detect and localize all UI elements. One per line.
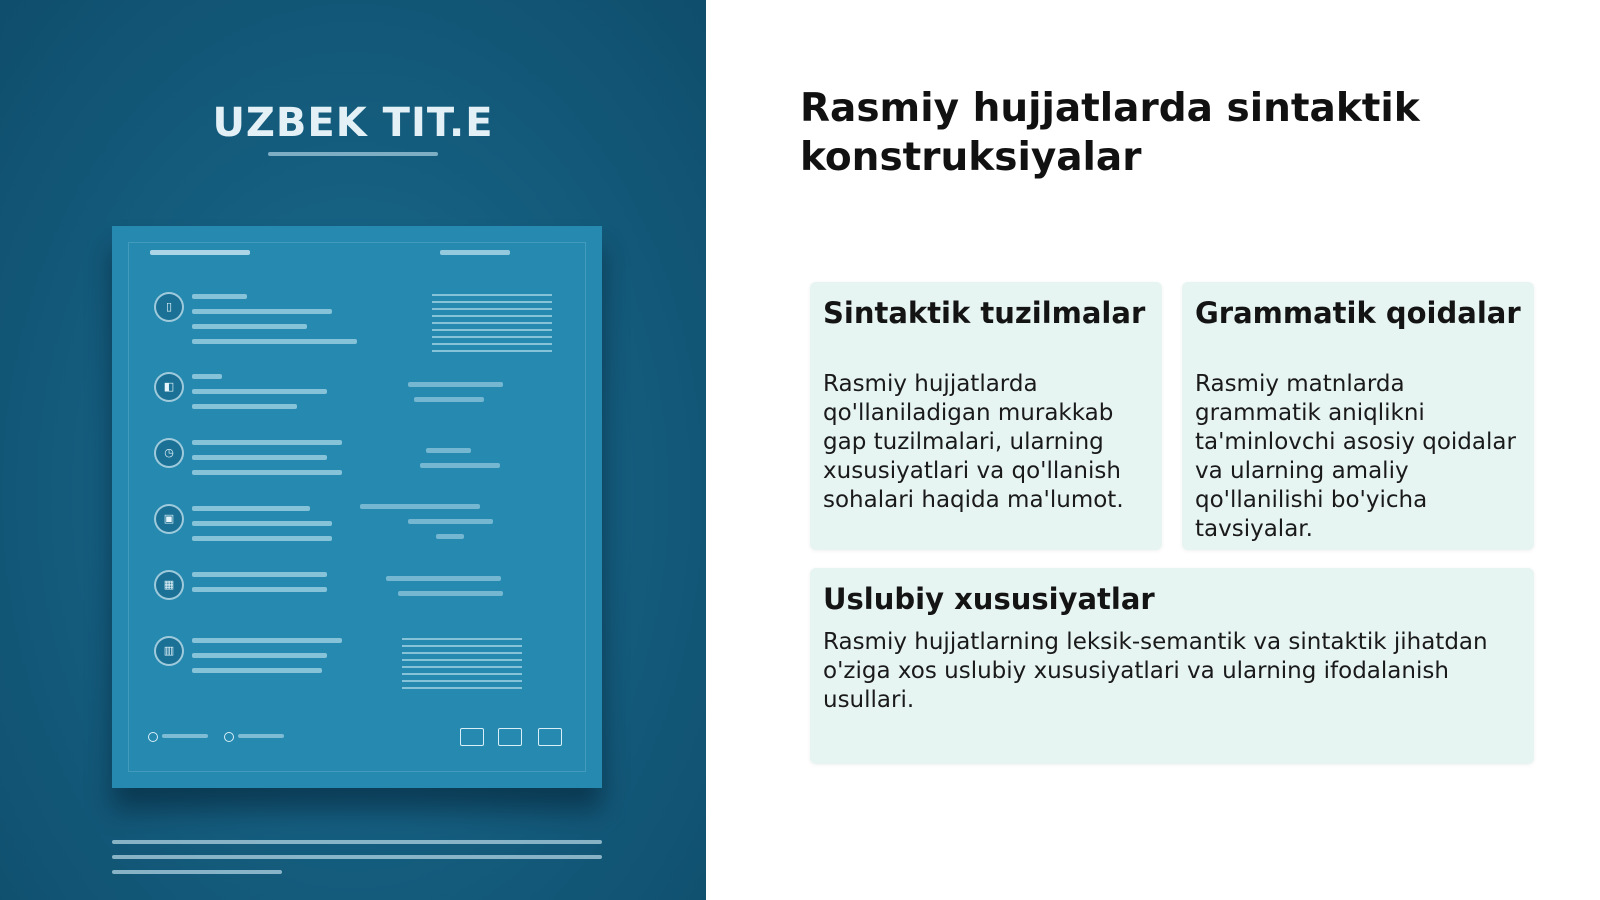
- illustration-caption: [112, 840, 602, 885]
- row-label-graphic: [386, 576, 506, 606]
- sheet-row: [150, 636, 570, 696]
- calendar-icon: ▦: [154, 570, 184, 600]
- row-label-graphic: [360, 504, 480, 549]
- row-text-lines: [192, 638, 362, 683]
- chart-icon: ◧: [154, 372, 184, 402]
- row-label-graphic: [408, 382, 528, 412]
- sheet-row: [150, 570, 570, 630]
- sheet-header-left: [150, 248, 250, 259]
- row-lines-graphic: [402, 638, 522, 694]
- card-body: Rasmiy hujjatlarda qo'llaniladigan murakkab gap tuzilmalari, ularning xususiyatlari va qo'llanish sohalari haqida ma'lumot.: [823, 371, 1124, 513]
- document-sheet: [112, 226, 602, 788]
- card-body: Rasmiy matnlarda grammatik aniqlikni ta'minlovchi asosiy qoidalar va ularning amaliy qo'llanilishi bo'yicha tavsiyalar.: [1195, 371, 1516, 542]
- row-text-lines: [192, 572, 362, 602]
- card-body: Rasmiy hujjatlarning leksik-semantik va sintaktik jihatdan o'ziga xos uslubiy xususiyatlari va ularning ifodalanish usullari.: [823, 629, 1488, 713]
- row-text-lines: [192, 440, 362, 485]
- clock-icon: ◷: [154, 438, 184, 468]
- poster-subtitle-lines: [268, 149, 438, 159]
- row-text-lines: [192, 374, 362, 419]
- row-text-lines: [192, 294, 362, 354]
- card-stylistic-features: [810, 568, 1534, 764]
- book-icon: ▥: [154, 636, 184, 666]
- slide-title: Rasmiy hujjatlarda sintaktik konstruksiyalar: [800, 86, 1420, 180]
- poster-subtitle: [0, 148, 706, 162]
- row-lines-graphic: [432, 294, 552, 357]
- document-icon: ▯: [154, 292, 184, 322]
- poster-title: UZBEK TIT.E: [212, 100, 494, 146]
- card-syntactic-structures: [810, 282, 1162, 550]
- card-grammatical-rules: [1182, 282, 1534, 550]
- monitor-icon: [460, 728, 484, 746]
- sheet-row: [150, 292, 570, 352]
- sheet-header-right: [440, 248, 510, 259]
- sheet-row: [150, 372, 570, 432]
- sheet-footer: [148, 728, 568, 748]
- sheet-row: [150, 438, 570, 498]
- card-title: Uslubiy xususiyatlar: [823, 582, 1155, 616]
- card-title: Sintaktik tuzilmalar: [823, 296, 1146, 330]
- grid-icon: [498, 728, 522, 746]
- folder-icon: ▣: [154, 504, 184, 534]
- sheet-row: [150, 504, 570, 564]
- row-label-graphic: [420, 448, 540, 478]
- row-text-lines: [192, 506, 362, 551]
- window-icon: [538, 728, 562, 746]
- card-title: Grammatik qoidalar: [1195, 296, 1521, 330]
- illustration-panel: [0, 0, 706, 900]
